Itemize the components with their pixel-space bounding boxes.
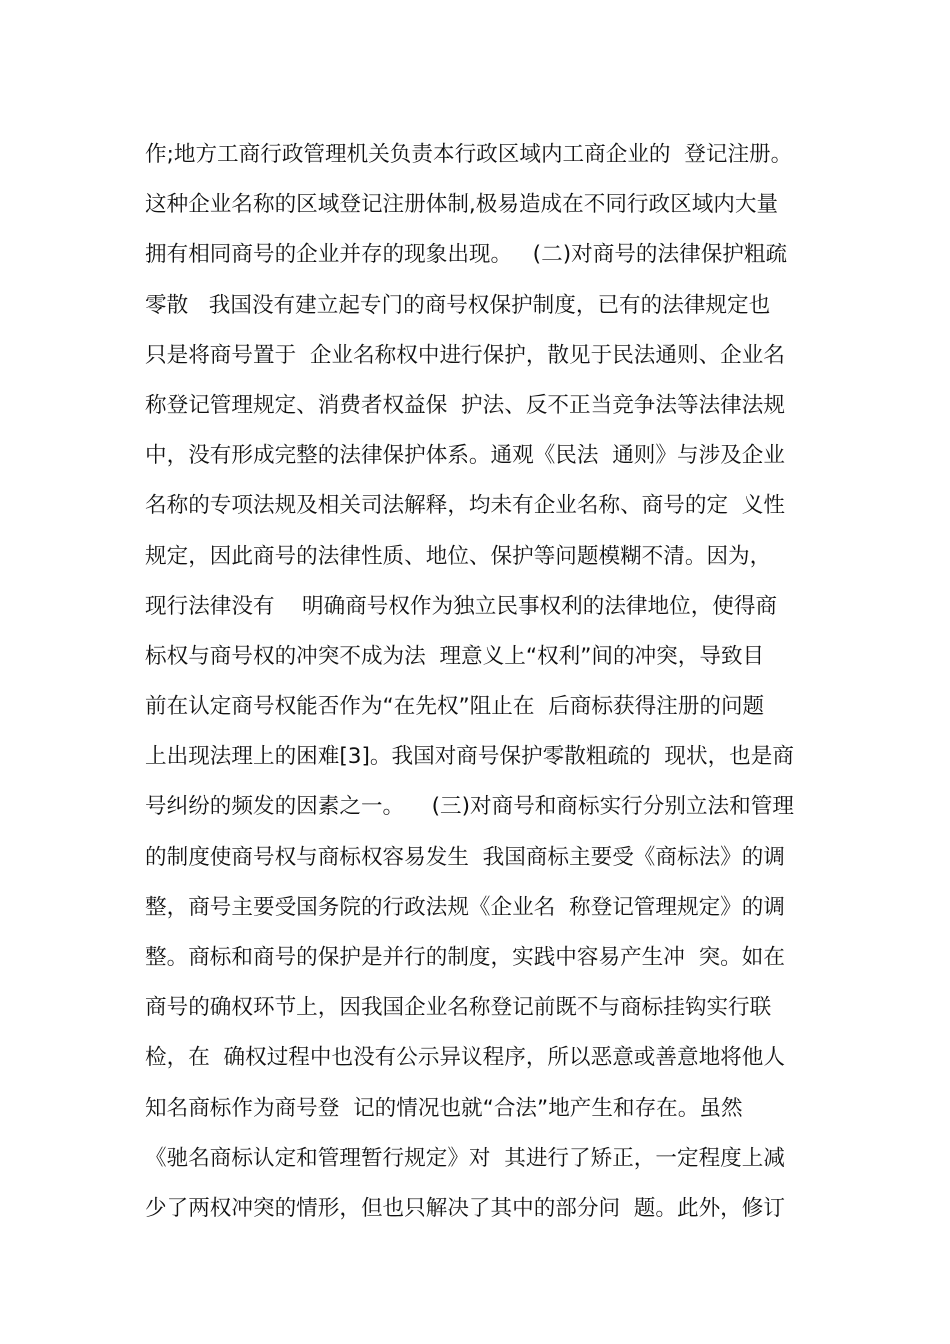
text-line: 现行法律没有 明确商号权作为独立民事权利的法律地位，使得商: [145, 593, 778, 619]
text-line: 整。商标和商号的保护是并行的制度，实践中容易产生冲 突。如在: [145, 945, 785, 970]
text-line: 上出现法理上的困难[3]。我国对商号保护零散粗疏的 现状，也是商: [145, 744, 794, 770]
text-line: 名称的专项法规及相关司法解释，均未有企业名称、商号的定 义性: [145, 493, 785, 519]
text-line: 《驰名商标认定和管理暂行规定》对 其进行了矫正，一定程度上减: [145, 1145, 785, 1171]
text-line: 只是将商号置于 企业名称权中进行保护，散见于民法通则、企业名: [145, 342, 785, 368]
text-line: 这种企业名称的区域登记注册体制,极易造成在不同行政区域内大量: [145, 192, 779, 218]
text-line: 标权与商号权的冲突不成为法 理意义上“权利”间的冲突，导致目: [145, 643, 765, 669]
text-line: 少了两权冲突的情形，但也只解决了其中的部分问 题。此外，修订: [145, 1195, 785, 1221]
text-line: 检，在 确权过程中也没有公示异议程序，所以恶意或善意地将他人: [145, 1045, 785, 1071]
text-line: 规定，因此商号的法律性质、地位、保护等问题模糊不清。因为，: [145, 543, 772, 569]
text-line: 作;地方工商行政管理机关负责本行政区域内工商企业的 登记注册。: [145, 142, 793, 167]
text-line: 称登记管理规定、消费者权益保 护法、反不正当竞争法等法律法规: [145, 392, 785, 418]
text-line: 号纠纷的频发的因素之一。 (三)对商号和商标实行分别立法和管理: [145, 794, 794, 820]
text-line: 商号的确权环节上，因我国企业名称登记前既不与商标挂钩实行联: [145, 995, 772, 1021]
text-line: 拥有相同商号的企业并存的现象出现。 (二)对商号的法律保护粗疏: [145, 242, 788, 268]
text-line: 知名商标作为商号登 记的情况也就“合法”地产生和存在。虽然: [145, 1095, 743, 1121]
body-text: [145, 130, 845, 1234]
text-line: 中，没有形成完整的法律保护体系。通观《民法 通则》与涉及企业: [145, 443, 785, 469]
text-line: 前在认定商号权能否作为“在先权”阻止在 后商标获得注册的问题: [145, 694, 765, 720]
text-line: 的制度使商号权与商标权容易发生 我国商标主要受《商标法》的调: [145, 844, 785, 870]
text-line: 零散 我国没有建立起专门的商号权保护制度，已有的法律规定也: [145, 292, 771, 318]
text-line: 整，商号主要受国务院的行政法规《企业名 称登记管理规定》的调: [145, 894, 785, 920]
